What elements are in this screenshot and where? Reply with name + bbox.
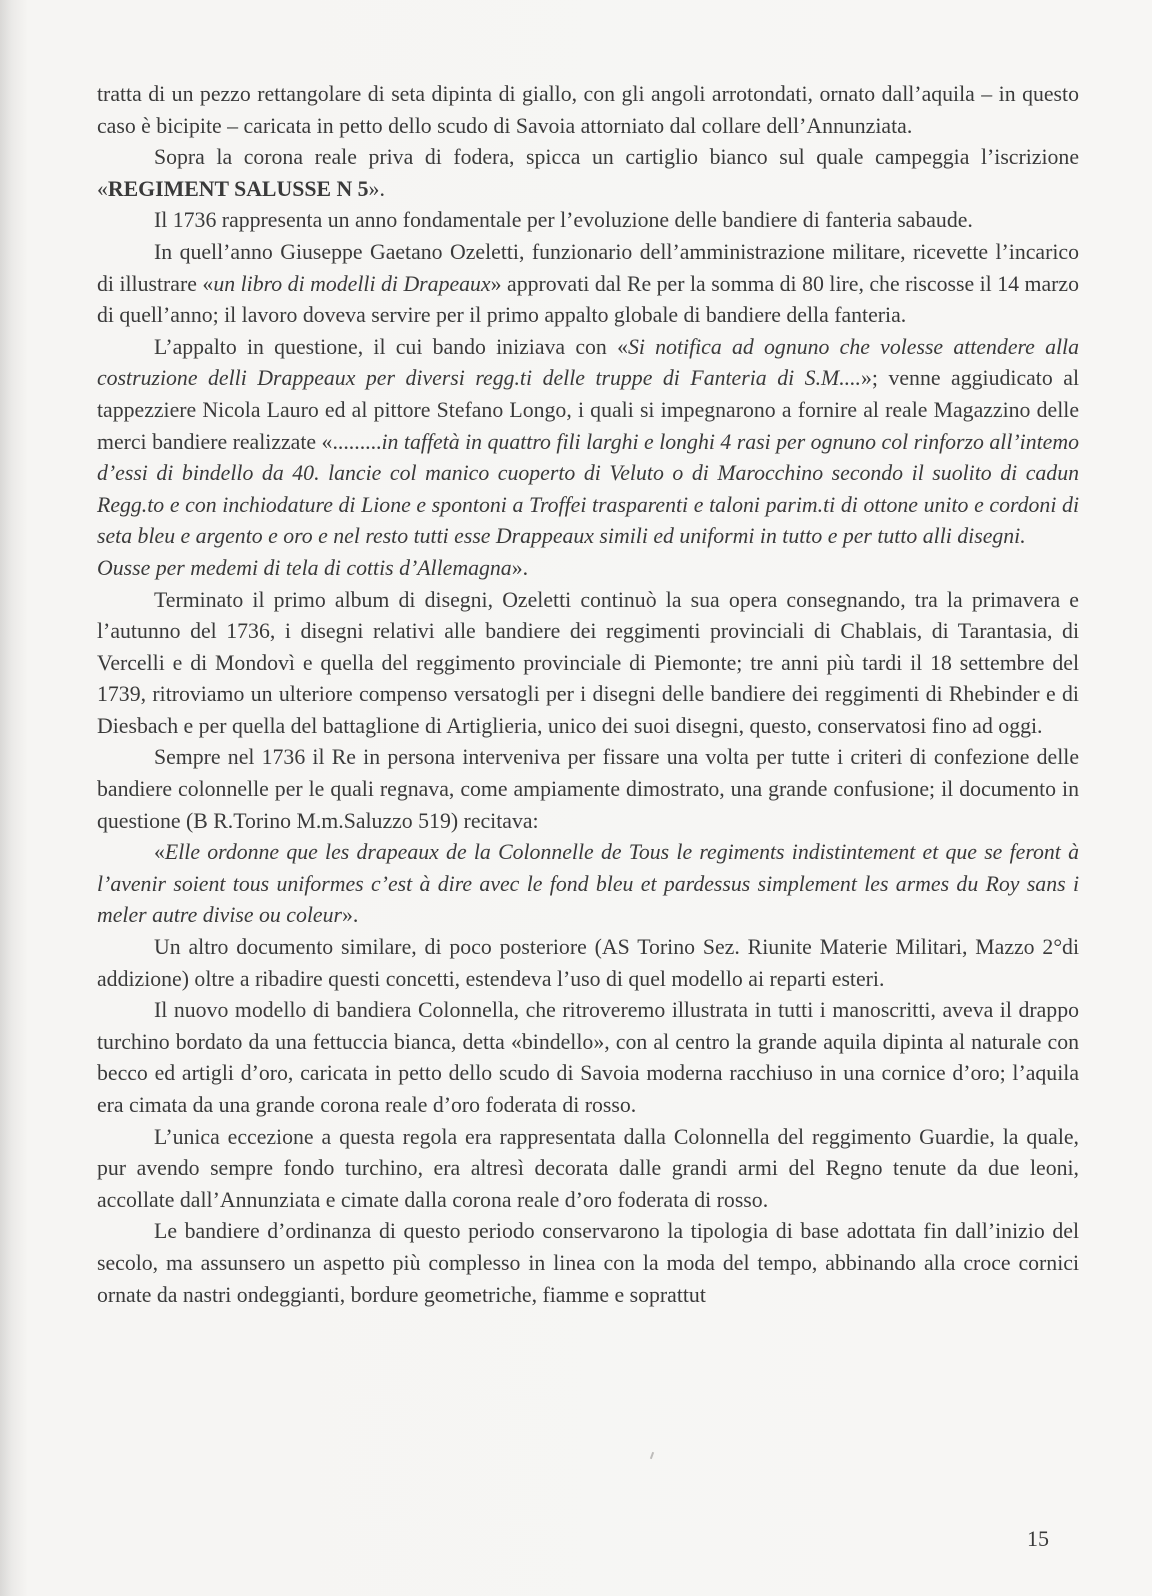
paragraph-4: In quell’anno Giuseppe Gaetano Ozeletti, funzionario dell’amministrazione militare, ricevette l’incarico di illustrare «un libro di modelli di Drapeaux» approvati dal Re per la somma di 80 lire, che riscosse il 14 marzo di quell’anno; il lavoro doveva servire per il primo appalto globale di bandiere della fanteria. xyxy=(97,239,1079,328)
paragraph-2: Sopra la corona reale priva di fodera, spicca un cartiglio bianco sul quale campeggia l’iscrizione «REGIMENT SALUSSE N 5». xyxy=(97,145,1079,201)
paragraph-1: tratta di un pezzo rettangolare di seta dipinta di giallo, con gli angoli arrotondati, ornato dall’aquila – in questo caso è bicipite – caricata in petto dello scudo di Savoia attorniato dal collare dell’Annunziata. xyxy=(97,82,1079,138)
paragraph-8: Sempre nel 1736 il Re in persona interveniva per fissare una volta per tutte i criteri di confezione delle bandiere colonnelle per le quali regnava, come ampiamente dimostrato, una grande confusione; il documento in questione (B R.Torino M.m.Saluzzo 519) recitava: xyxy=(97,745,1079,833)
paragraph-6: Ousse per medemi di tela di cottis d’Allemagna». xyxy=(97,555,529,580)
quoted-contract: in taffetà in quattro fili larghi e longhi 4 rasi per ognuno col rinforzo all’intemo d’essi di bindello da 40. lancie col manico cuoperto di Veluto o di Marocchino secondo il suolito di cadun Regg.to e con inchiodature di Lione e spontoni a Troffei trasparenti e taloni parim.ti di ottone unito e cordoni di seta bleu e argento e oro e nel resto tutti esse Drappeaux simili ed uniformi in tutto e per tutto alli disegni. xyxy=(97,429,1079,549)
quoted-contract-end: Ousse per medemi di tela di cottis d’Allemagna xyxy=(97,555,512,580)
paragraph-7: Terminato il primo album di disegni, Ozeletti continuò la sua opera consegnando, tra la primavera e l’autunno del 1736, i disegni relativi alle bandiere dei reggimenti provinciali di Chablais, di Tarantasia, di Vercelli e di Mondovì e quella del reggimento provinciale di Piemonte; tre anni più tardi il 18 settembre del 1739, ritroviamo un ulteriore compenso versatogli per i disegni delle bandiere dei reggimenti di Rhebinder e di Diesbach e per quella del battaglione di Artiglieria, unico dei suoi disegni, questo, conservatosi fino ad oggi. xyxy=(97,587,1079,738)
paragraph-5: L’appalto in questione, il cui bando iniziava con «Si notifica ad ognuno che volesse attendere alla costruzione delli Drappeaux per diversi regg.ti delle truppe di Fanteria di S.M....»; venne aggiudicato al tappezziere Nicola Lauro ed al pittore Stefano Longo, i quali si impegnarono a fornire al reale Magazzino delle merci bandiere realizzate «.........in taffetà in quattro fili larghi e longhi 4 rasi per ognuno col rinforzo all’intemo d’essi di bindello da 40. lancie col manico cuoperto di Veluto o di Marocchino secondo il suolito di cadun Regg.to e con inchiodature di Lione e spontoni a Troffei trasparenti e taloni parim.ti di ottone unito e cordoni di seta bleu e argento e oro e nel resto tutti esse Drappeaux simili ed uniformi in tutto e per tutto alli disegni. xyxy=(97,334,1080,549)
page-number: 15 xyxy=(1027,1526,1049,1551)
paper-speck xyxy=(650,1452,654,1459)
paragraph-11: Il nuovo modello di bandiera Colonnella, che ritroveremo illustrata in tutti i manoscritti, aveva il drappo turchino bordato da una fettuccia bianca, detta «bindello», con al centro la grande aquila dipinta al naturale con becco ed artigli d’oro, caricata in petto dello scudo di Savoia moderna racchiuso in una cornice d’oro; l’aquila era cimata da una grande corona reale d’oro foderata di rosso. xyxy=(97,998,1079,1117)
paragraph-12: L’unica eccezione a questa regola era rappresentata dalla Colonnella del reggimento Guardie, la quale, pur avendo sempre fondo turchino, era altresì decorata dalle grandi armi del Regno tenute da due leoni, accollate dall’Annunziata e cimate dalla corona reale d’oro foderata di rosso. xyxy=(97,1124,1079,1212)
paragraph-13: Le bandiere d’ordinanza di questo periodo conservarono la tipologia di base adottata fin dall’inizio del secolo, ma assunsero un aspetto più complesso in linea con la moda del tempo, abbinando alla croce cornici ornate da nastri ondeggianti, bordure geometriche, fiamme e soprattut xyxy=(97,1219,1079,1307)
paragraph-9: «Elle ordonne que les drapeaux de la Colonnelle de Tous le regiments indistintement et que se feront à l’avenir soient tous uniformes c’est à dire avec le fond bleu et pardessus simplement les armes du Roy sans i meler autre divise ou coleur». xyxy=(97,840,1079,928)
quoted-title: un libro di modelli di Drapeaux xyxy=(213,271,491,296)
quoted-french-decree: Elle ordonne que les drapeaux de la Colonnelle de Tous le regiments indistintement et que se feront à l’avenir soient tous uniformes c’est à dire avec le fond bleu et pardessus simplement les armes du Roy sans i meler autre divise ou coleur xyxy=(97,840,1079,928)
quoted-notice: Si notifica ad ognuno che volesse attendere alla costruzione delli Drappeaux per diversi regg.ti delle truppe di Fanteria di S.M.... xyxy=(97,334,1079,391)
regiment-inscription: REGIMENT SALUSSE N 5 xyxy=(107,176,369,201)
paragraph-10: Un altro documento similare, di poco posteriore (AS Torino Sez. Riunite Materie Militari, Mazzo 2°di addizione) oltre a ribadire questi concetti, estendeva l’uso di quel modello ai reparti esteri. xyxy=(97,935,1079,991)
paragraph-3: Il 1736 rappresenta un anno fondamentale per l’evoluzione delle bandiere di fanteria sabaude. xyxy=(154,208,973,233)
body-text xyxy=(97,79,1079,1311)
